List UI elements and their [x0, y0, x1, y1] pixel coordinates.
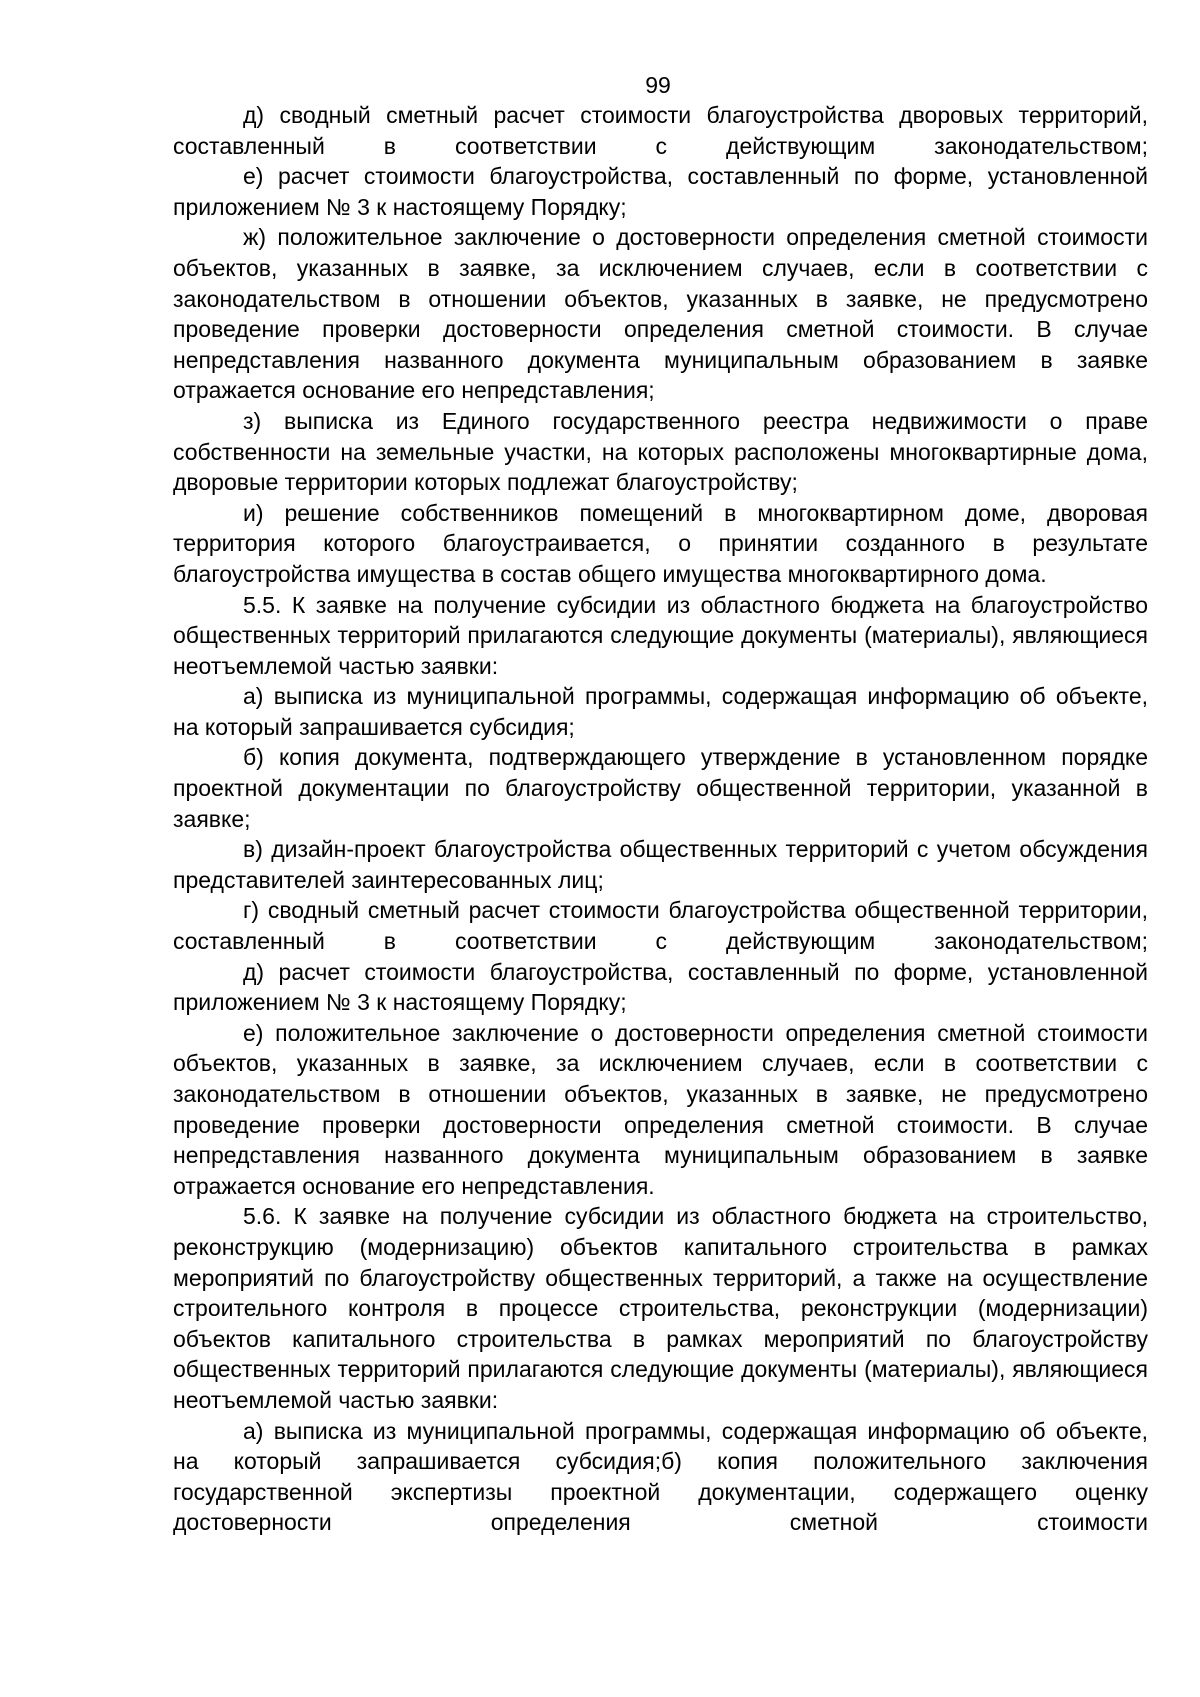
paragraph: д) сводный сметный расчет стоимости благоустройства дворовых территорий, составленный в соответствии с действующим законодательством;	[173, 102, 1148, 159]
paragraph: 5.5. К заявке на получение субсидии из областного бюджета на благоустройство общественных территорий прилагаются следующие документы (материалы), являющиеся неотъемлемой частью заявки:	[173, 591, 1148, 679]
paragraph: в) дизайн-проект благоустройства общественных территорий с учетом обсуждения представителей заинтересованных лиц;	[173, 836, 1148, 893]
paragraph: ж) положительное заключение о достоверности определения сметной стоимости объектов, указанных в заявке, за исключением случаев, если в соответствии с законодательством в отношении объектов, указанных в заявке, не предусмотрено проведение проверки достоверности определения сметной стоимости. В случае непредставления названного документа муниципальным образованием в заявке отражается основание его непредставления;	[173, 224, 1148, 404]
document-body	[173, 100, 1148, 1538]
page-number: 99	[645, 72, 671, 98]
paragraph: а) выписка из муниципальной программы, содержащая информацию об объекте, на который запрашивается субсидия;	[173, 683, 1148, 740]
paragraph: и) решение собственников помещений в многоквартирном доме, дворовая территория которого благоустраивается, о принятии созданного в результате благоустройства имущества в состав общего имущества многоквартирного дома.	[173, 499, 1148, 587]
paragraph: а) выписка из муниципальной программы, содержащая информацию об объекте, на который запрашивается субсидия;б) копия положительного заключения государственной экспертизы проектной документации, содержащего оценку достоверности определения сметной стоимости	[173, 1417, 1148, 1536]
paragraph: г) сводный сметный расчет стоимости благоустройства общественной территории, составленный в соответствии с действующим законодательством;	[173, 897, 1148, 955]
paragraph: д) расчет стоимости благоустройства, составленный по форме, установленной приложением № 3 к настоящему Порядку;	[173, 958, 1148, 1016]
paragraph: б) копия документа, подтверждающего утверждение в установленном порядке проектной документации по благоустройству общественной территории, указанной в заявке;	[173, 744, 1148, 832]
paragraph: 5.6. К заявке на получение субсидии из областного бюджета на строительство, реконструкцию (модернизацию) объектов капитального строительства в рамках мероприятий по благоустройству общественных территорий, а также на осуществление строительного контроля в процессе строительства, реконструкции (модернизации) объектов капитального строительства в рамках мероприятий по благоустройству общественных территорий прилагаются следующие документы (материалы), являющиеся неотъемлемой частью заявки:	[173, 1203, 1148, 1413]
paragraph: е) положительное заключение о достоверности определения сметной стоимости объектов, указанных в заявке, за исключением случаев, если в соответствии с законодательством в отношении объектов, указанных в заявке, не предусмотрено проведение проверки достоверности определения сметной стоимости. В случае непредставления названного документа муниципальным образованием в заявке отражается основание его непредставления.	[173, 1019, 1148, 1199]
paragraph: е) расчет стоимости благоустройства, составленный по форме, установленной приложением № 3 к настоящему Порядку;	[173, 163, 1148, 220]
paragraph: з) выписка из Единого государственного реестра недвижимости о праве собственности на земельные участки, на которых расположены многоквартирные дома, дворовые территории которых подлежат благоустройству;	[173, 407, 1148, 496]
